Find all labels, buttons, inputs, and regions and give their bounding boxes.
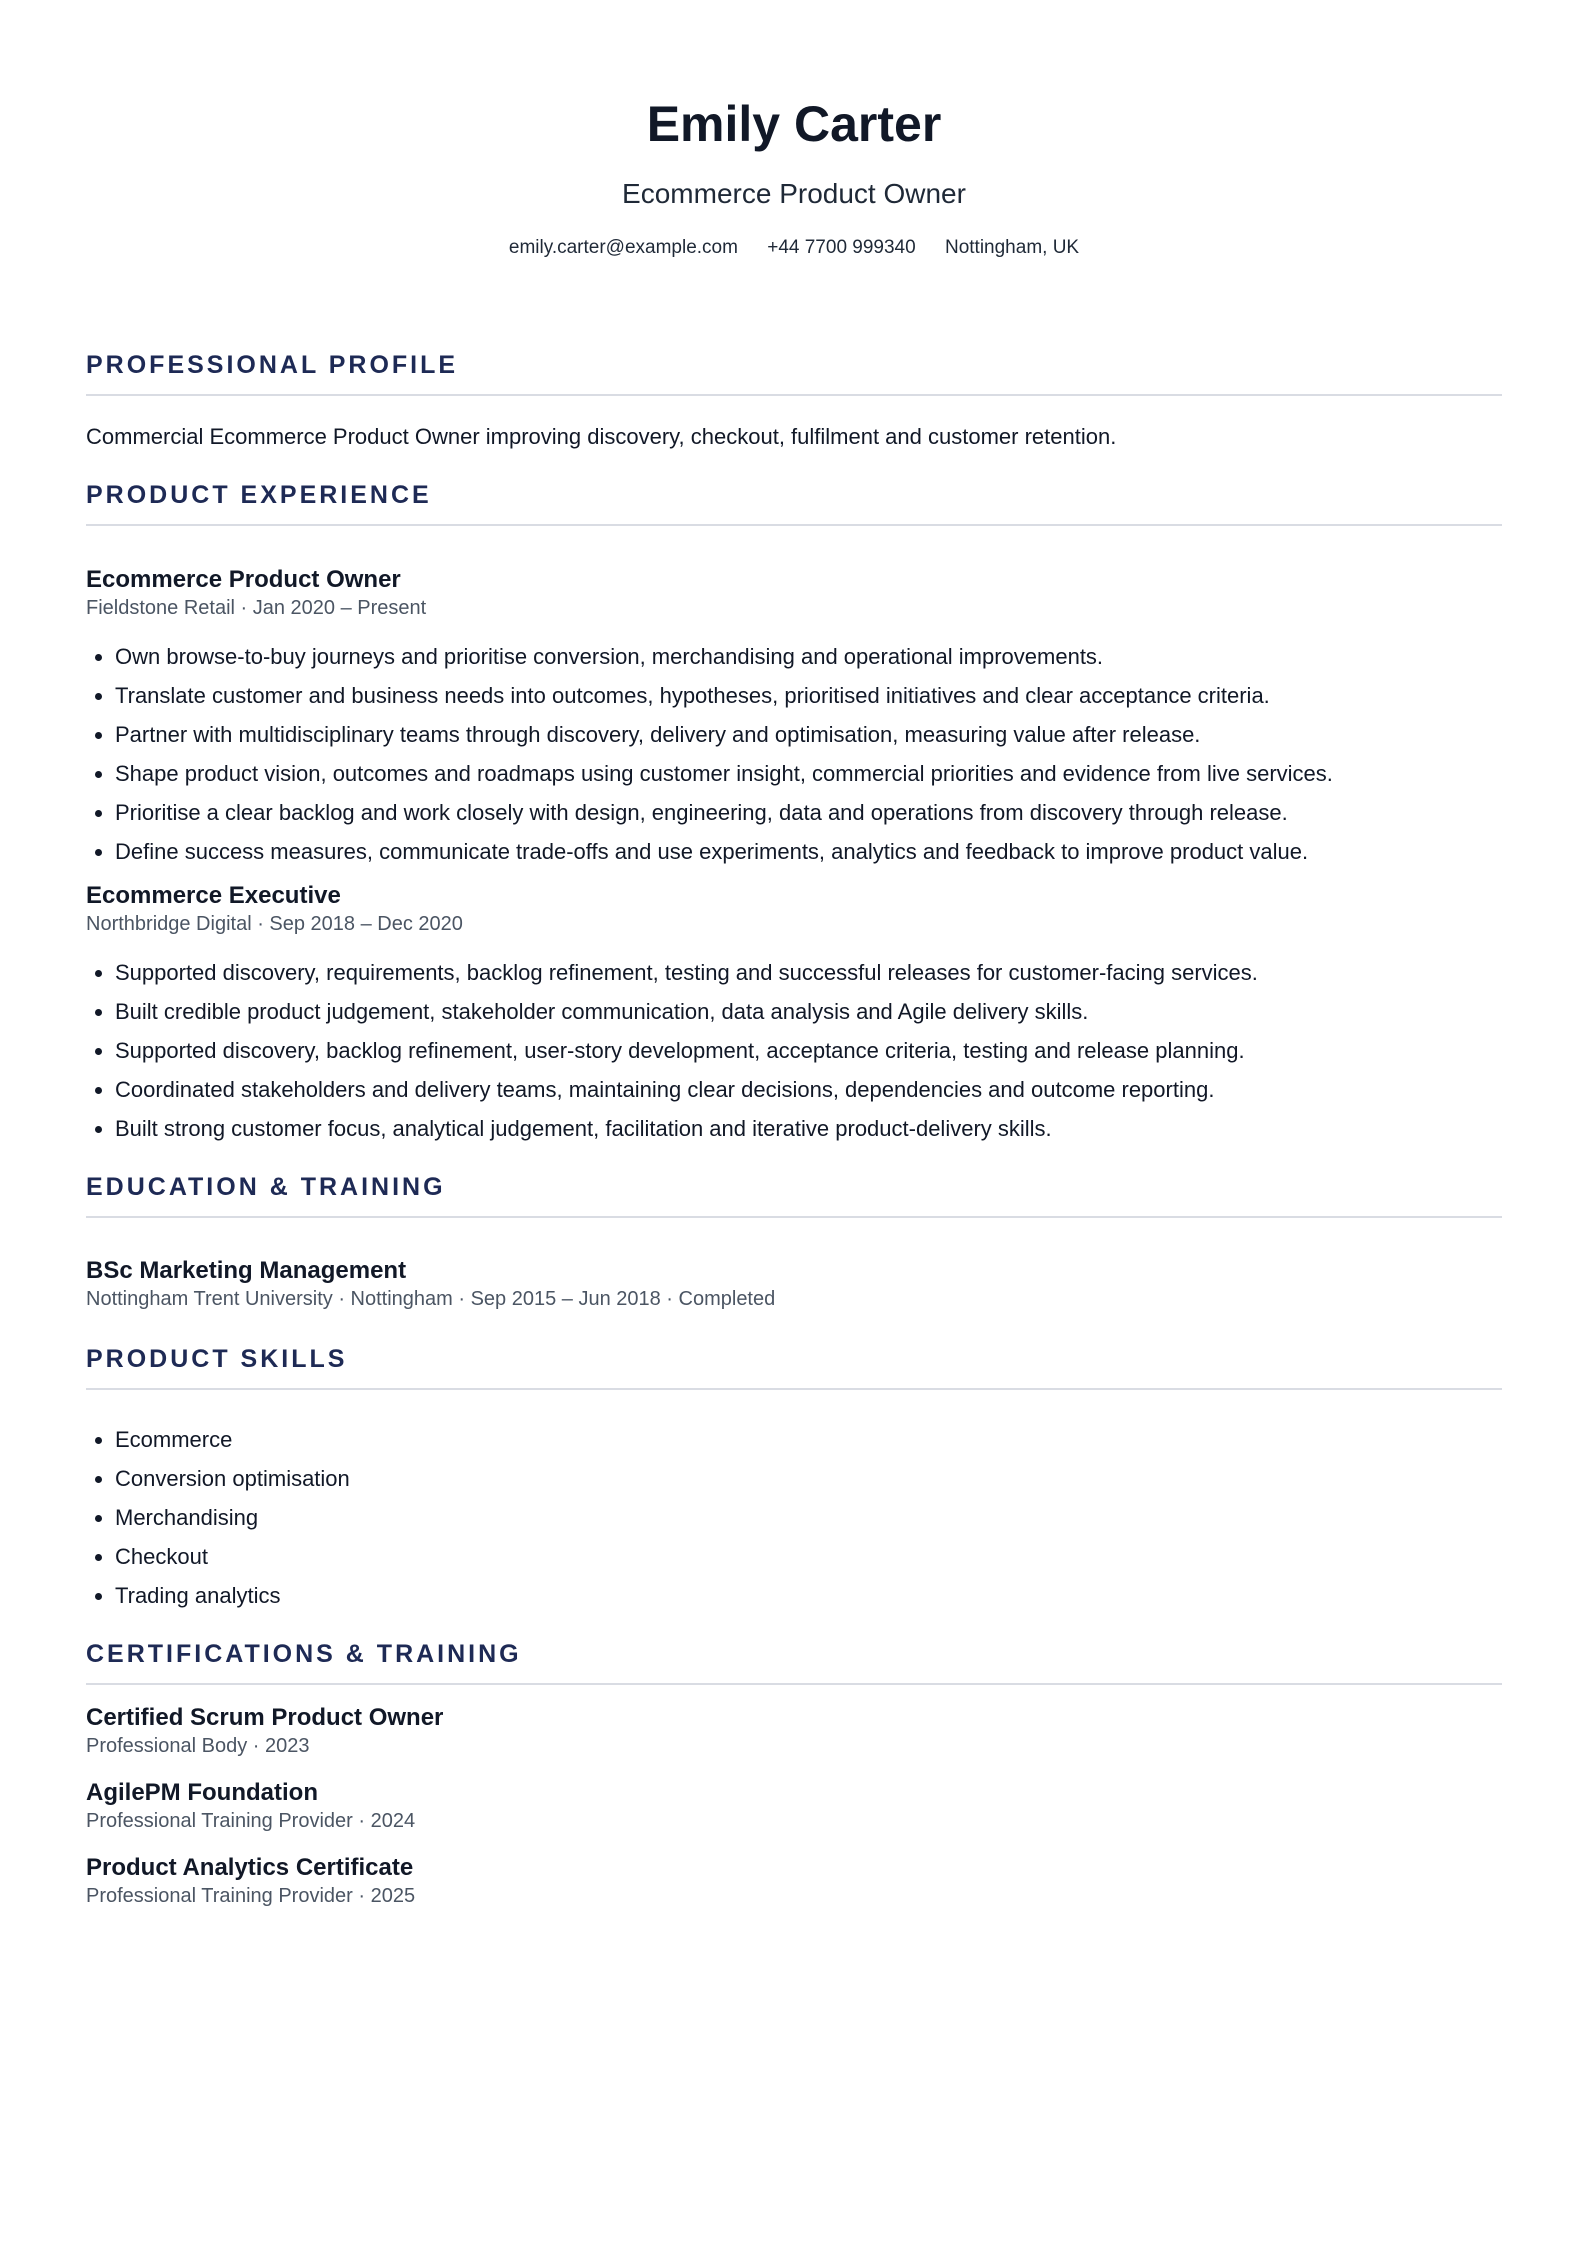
job-bullet: • Shape product vision, outcomes and roadmaps using customer insight, commercial priorities and evidence from live services. <box>115 754 1502 793</box>
section-title-education: EDUCATION & TRAINING <box>86 1172 1502 1218</box>
skill-item: • Checkout <box>115 1537 1502 1576</box>
certification-name: Certified Scrum Product Owner <box>86 1704 444 1731</box>
degree-meta: Nottingham Trent University · Nottingham · Sep 2015 – Jun 2018 · Completed <box>86 1288 776 1310</box>
candidate-role: Ecommerce Product Owner <box>622 178 966 209</box>
education-section <box>86 1172 1502 1312</box>
job-bullets <box>86 637 1502 871</box>
job-bullet: • Own browse-to-buy journeys and prioritise conversion, merchandising and operational improvements. <box>115 637 1502 676</box>
job-bullet: • Built strong customer focus, analytical judgement, facilitation and iterative product-delivery skills. <box>115 1109 1502 1148</box>
certification-name: AgilePM Foundation <box>86 1779 318 1806</box>
job-meta: Northbridge Digital · Sep 2018 – Dec 2020 <box>86 913 463 935</box>
certification-name: Product Analytics Certificate <box>86 1854 414 1881</box>
certification-meta: Professional Training Provider · 2025 <box>86 1885 416 1907</box>
certification-entry <box>86 1778 1502 1834</box>
resume-header <box>86 0 1502 260</box>
certification-meta: Professional Training Provider · 2024 <box>86 1810 416 1832</box>
job-bullet: • Built credible product judgement, stakeholder communication, data analysis and Agile delivery skills. <box>115 992 1502 1031</box>
job-bullet: • Translate customer and business needs into outcomes, hypotheses, prioritised initiatives and clear acceptance criteria. <box>115 676 1502 715</box>
job-title: Ecommerce Executive <box>86 882 341 909</box>
section-title-certifications: CERTIFICATIONS & TRAINING <box>86 1639 1502 1685</box>
job-bullet: • Supported discovery, requirements, backlog refinement, testing and successful releases for customer-facing services. <box>115 953 1502 992</box>
contact-line <box>86 236 1502 260</box>
job-bullet: • Prioritise a clear backlog and work closely with design, engineering, data and operations from discovery through release. <box>115 793 1502 832</box>
experience-section <box>86 480 1502 1148</box>
certifications-section <box>86 1639 1502 1909</box>
job-title: Ecommerce Product Owner <box>86 566 401 593</box>
section-title-profile: PROFESSIONAL PROFILE <box>86 350 1502 396</box>
skill-item: • Merchandising <box>115 1498 1502 1537</box>
job-meta: Fieldstone Retail · Jan 2020 – Present <box>86 597 427 619</box>
skill-item: • Ecommerce <box>115 1420 1502 1459</box>
job-bullet: • Supported discovery, backlog refinement, user-story development, acceptance criteria, testing and release planning. <box>115 1031 1502 1070</box>
skill-item: • Trading analytics <box>115 1576 1502 1615</box>
certification-meta: Professional Body · 2023 <box>86 1735 310 1757</box>
job-entry <box>86 881 1502 1148</box>
profile-summary: Commercial Ecommerce Product Owner improving discovery, checkout, fulfilment and customer retention. <box>86 424 1117 449</box>
contact-location: Nottingham, UK <box>944 237 1080 258</box>
skill-item: • Conversion optimisation <box>115 1459 1502 1498</box>
education-entry <box>86 1256 1502 1312</box>
degree-title: BSc Marketing Management <box>86 1257 407 1284</box>
job-bullet: • Define success measures, communicate trade-offs and use experiments, analytics and feedback to improve product value. <box>115 832 1502 871</box>
section-title-skills: PRODUCT SKILLS <box>86 1344 1502 1390</box>
skills-section <box>86 1344 1502 1615</box>
profile-section <box>86 350 1502 452</box>
job-bullet: • Coordinated stakeholders and delivery teams, maintaining clear decisions, dependencies and outcome reporting. <box>115 1070 1502 1109</box>
job-bullet: • Partner with multidisciplinary teams through discovery, delivery and optimisation, measuring value after release. <box>115 715 1502 754</box>
skills-list <box>86 1420 1502 1615</box>
certification-entry <box>86 1853 1502 1909</box>
section-title-experience: PRODUCT EXPERIENCE <box>86 480 1502 526</box>
candidate-name: Emily Carter <box>646 96 942 152</box>
job-bullets <box>86 953 1502 1148</box>
job-entry <box>86 565 1502 871</box>
contact-phone[interactable]: +44 7700 999340 <box>767 237 916 258</box>
contact-email[interactable]: emily.carter@example.com <box>508 237 738 258</box>
certification-entry <box>86 1703 1502 1759</box>
